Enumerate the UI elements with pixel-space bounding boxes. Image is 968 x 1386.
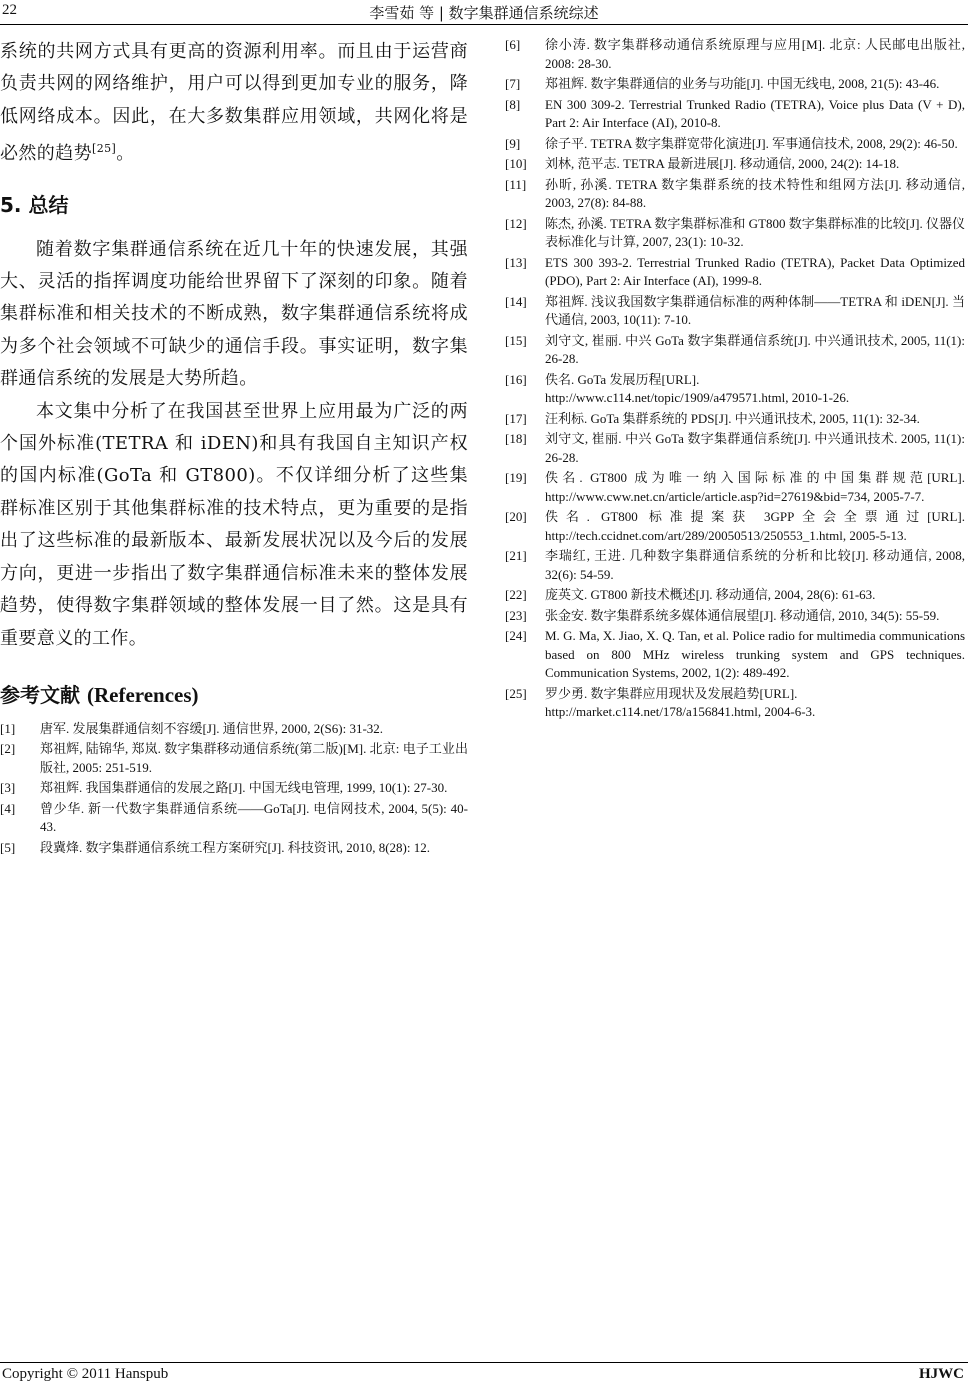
reference-item (505, 332, 965, 369)
reference-item (505, 430, 965, 467)
reference-text (545, 96, 965, 133)
reference-item (505, 371, 965, 408)
reference-number: [5] (0, 839, 16, 855)
reference-number: [9] (505, 135, 521, 151)
reference-text (545, 685, 965, 722)
reference-body: 张金安. 数字集群系统多媒体通信展望[J]. 移动通信, 2010, 34(5): 55-59. (545, 607, 940, 623)
page-footer (0, 1366, 968, 1386)
reference-number: [6] (505, 37, 521, 52)
reference-number: [16] (505, 371, 527, 387)
reference-number: [24] (505, 628, 527, 643)
reference-url: http://www.c114.net/topic/1909/a479571.html, 2010-1-26. (545, 390, 850, 405)
reference-item (0, 839, 468, 858)
reference-body: 郑祖辉, 陆锦华, 郑岚. 数字集群移动通信系统(第二版)[M]. 北京: 电子工业出版社, 2005: 251-519. (40, 741, 468, 775)
copyright-notice: Copyright © 2011 Hanspub (2, 1366, 169, 1382)
reference-body: 孙昕, 孙溪. TETRA 数字集群系统的技术特性和组网方法[J]. 移动通信, 2003, 27(8): 84-88. (545, 176, 965, 210)
citation-25: [25] (92, 142, 117, 156)
reference-text (545, 627, 965, 683)
reference-item (505, 75, 965, 94)
reference-body: 曾少华. 新一代数字集群通信系统——GoTa[J]. 电信网技术, 2004, 5(5): 40-43. (40, 800, 468, 835)
reference-item (505, 36, 965, 73)
reference-body: 段冀烽. 数字集群通信系统工程方案研究[J]. 科技资讯, 2010, 8(28): 12. (40, 839, 430, 855)
reference-text (545, 36, 965, 73)
reference-body: 郑祖辉. 浅议我国数字集群通信标准的两种体制——TETRA 和 iDEN[J]. 当代通信, 2003, 10(11): 7-10. (545, 293, 965, 327)
reference-number: [12] (505, 215, 527, 231)
reference-body: M. G. Ma, X. Jiao, X. Q. Tan, et al. Police radio for multimedia communications based on 800 MHz wireless trunking system and GPS techniques. Communication Systems, 2002, 1(2): 489-492. (545, 628, 965, 680)
reference-item (505, 586, 965, 605)
reference-item (505, 410, 965, 429)
reference-item (505, 96, 965, 133)
reference-number: [15] (505, 332, 527, 348)
left-column (0, 36, 468, 859)
reference-body: 佚名. GT800 成为唯一纳入国际标准的中国集群规范[URL]. http://www.cww.net.cn/article/article.asp?id=27619&bid=734, 2005-7-7. (545, 470, 965, 504)
reference-text (545, 155, 965, 174)
reference-body: 李瑞红, 王进. 几种数字集群通信系统的分析和比较[J]. 移动通信, 2008, 32(6): 54-59. (545, 548, 965, 582)
reference-number: [1] (0, 720, 16, 736)
reference-number: [10] (505, 156, 527, 171)
reference-body: 佚名. GoTa 发展历程[URL]. (545, 371, 700, 387)
reference-item (0, 800, 468, 837)
running-title: 李雪茹 等 | 数字集群通信系统综述 (369, 4, 599, 22)
reference-text (545, 371, 965, 408)
reference-item (505, 547, 965, 584)
reference-text (545, 176, 965, 213)
reference-text (545, 469, 965, 506)
reference-body: 陈杰, 孙溪. TETRA 数字集群标准和 GT800 数字集群标准的比较[J]. 仪器仪表标准化与计算, 2007, 23(1): 10-32. (545, 215, 965, 249)
reference-number: [13] (505, 254, 527, 270)
reference-number: [14] (505, 293, 527, 309)
continuation-end: 。 (116, 143, 135, 165)
summary-paragraph-2: 本文集中分析了在我国甚至世界上应用最为广泛的两个国外标准(TETRA 和 iDEN)和具有我国自主知识产权的国内标准(GoTa 和 GT800)。不仅详细分析了这些集群标准区别于其他集群标准的技术特点，更为重要的是指出了这些标准的最新版本、最新发展状况以及今后的发展方向，更进一步指出了数字集群通信标准未来的整体发展趋势，使得数字集群领域的整体发展一目了然。这是具有重要意义的工作。 (0, 400, 468, 649)
reference-text (40, 779, 468, 798)
reference-body: 汪利标. GoTa 集群系统的 PDS[J]. 中兴通讯技术, 2005, 11(1): 32-34. (545, 410, 920, 426)
reference-number: [19] (505, 470, 527, 485)
reference-body: 郑祖辉. 数字集群通信的业务与功能[J]. 中国无线电, 2008, 21(5): 43-46. (545, 76, 940, 91)
reference-text (40, 720, 468, 739)
reference-number: [11] (505, 176, 527, 192)
reference-body: 刘林, 范平志. TETRA 最新进展[J]. 移动通信, 2000, 24(2): 14-18. (545, 156, 900, 171)
reference-item (505, 607, 965, 626)
reference-item (505, 254, 965, 291)
reference-item (0, 779, 468, 798)
continuation-paragraph (0, 36, 468, 171)
reference-body: 庞英文. GT800 新技术概述[J]. 移动通信, 2004, 28(6): 61-63. (545, 587, 876, 602)
reference-text (40, 740, 468, 777)
reference-item (505, 685, 965, 722)
summary-paragraph-1: 随着数字集群通信系统在近几十年的快速发展，其强大、灵活的指挥调度功能给世界留下了深刻的印象。随着集群标准和相关技术的不断成熟，数字集群通信系统将成为多个社会领域不可缺少的通信手段。事实证明，数字集群通信系统的发展是大势所趋。 (0, 238, 468, 390)
right-column (505, 36, 965, 724)
reference-body: ETS 300 393-2. Terrestrial Trunked Radio (TETRA), Packet Data Optimized (PDO), Part 2: Air Interface (AI), 1999-8. (545, 254, 965, 288)
reference-text (545, 215, 965, 252)
page-header (0, 0, 968, 28)
references-list-left (0, 720, 468, 858)
reference-body: 刘守文, 崔丽. 中兴 GoTa 数字集群通信系统[J]. 中兴通讯技术, 2005, 11(1): 26-28. (545, 332, 965, 366)
reference-number: [25] (505, 685, 527, 701)
reference-text (545, 135, 965, 154)
references-list-right (505, 36, 965, 722)
continuation-text: 系统的共网方式具有更高的资源利用率。而且由于运营商负责共网的网络维护，用户可以得到更加专业的服务，降低网络成本。因此，在大多数集群应用领域，共网化将是必然的趋势 (0, 41, 468, 165)
reference-item (505, 508, 965, 545)
reference-number: [8] (505, 96, 521, 112)
reference-text (545, 430, 965, 467)
reference-body: 佚名. GT800 标准提案获 3GPP全会全票通过[URL]. http://tech.ccidnet.com/art/289/20050513/250553_1.html, 2005-5-13. (545, 509, 965, 543)
reference-text (40, 800, 468, 837)
header-rule (0, 24, 968, 25)
reference-number: [2] (0, 741, 16, 757)
reference-item (0, 740, 468, 777)
reference-item (505, 293, 965, 330)
reference-item (505, 469, 965, 506)
reference-text (40, 839, 468, 858)
reference-text (545, 75, 965, 94)
reference-number: [17] (505, 410, 527, 426)
reference-number: [3] (0, 780, 16, 796)
reference-body: 刘守文, 崔丽. 中兴 GoTa 数字集群通信系统[J]. 中兴通讯技术. 2005, 11(1): 26-28. (545, 431, 965, 465)
reference-number: [4] (0, 800, 16, 816)
reference-item (0, 720, 468, 739)
reference-number: [22] (505, 587, 527, 602)
reference-body: 罗少勇. 数字集群应用现状及发展趋势[URL]. (545, 685, 798, 701)
reference-number: [7] (505, 76, 521, 91)
reference-body: 徐小涛. 数字集群移动通信系统原理与应用[M]. 北京: 人民邮电出版社, 2008: 28-30. (545, 37, 965, 71)
reference-text (545, 332, 965, 369)
reference-text (545, 547, 965, 584)
reference-text (545, 410, 965, 429)
references-heading-cn: 参考文献 (0, 682, 80, 707)
reference-url: http://market.c114.net/178/a156841.html, 2004-6-3. (545, 704, 816, 719)
page-number: 22 (2, 2, 17, 18)
reference-text (545, 586, 965, 605)
reference-text (545, 508, 965, 545)
reference-text (545, 254, 965, 291)
reference-body: 徐子平. TETRA 数字集群宽带化演进[J]. 军事通信技术, 2008, 29(2): 46-50. (545, 135, 958, 151)
reference-body: EN 300 309-2. Terrestrial Trunked Radio (TETRA), Voice plus Data (V + D), Part 2: Air Interface (AI), 2010-8. (545, 96, 965, 130)
reference-body: 唐军. 发展集群通信刻不容缓[J]. 通信世界, 2000, 2(S6): 31-32. (40, 720, 384, 736)
journal-abbreviation: HJWC (919, 1366, 964, 1382)
references-heading-en: (References) (86, 682, 199, 707)
reference-number: [23] (505, 607, 527, 623)
reference-body: 郑祖辉. 我国集群通信的发展之路[J]. 中国无线电管理, 1999, 10(1): 27-30. (40, 780, 448, 796)
reference-item (505, 155, 965, 174)
reference-text (545, 293, 965, 330)
references-heading (0, 679, 468, 708)
reference-item (505, 215, 965, 252)
reference-item (505, 176, 965, 213)
reference-number: [21] (505, 548, 527, 563)
reference-number: [20] (505, 509, 527, 524)
reference-item (505, 135, 965, 154)
section-heading-summary: 5. 总结 (0, 192, 69, 217)
reference-number: [18] (505, 431, 527, 446)
reference-text (545, 607, 965, 626)
reference-item (505, 627, 965, 683)
footer-rule (0, 1362, 968, 1363)
